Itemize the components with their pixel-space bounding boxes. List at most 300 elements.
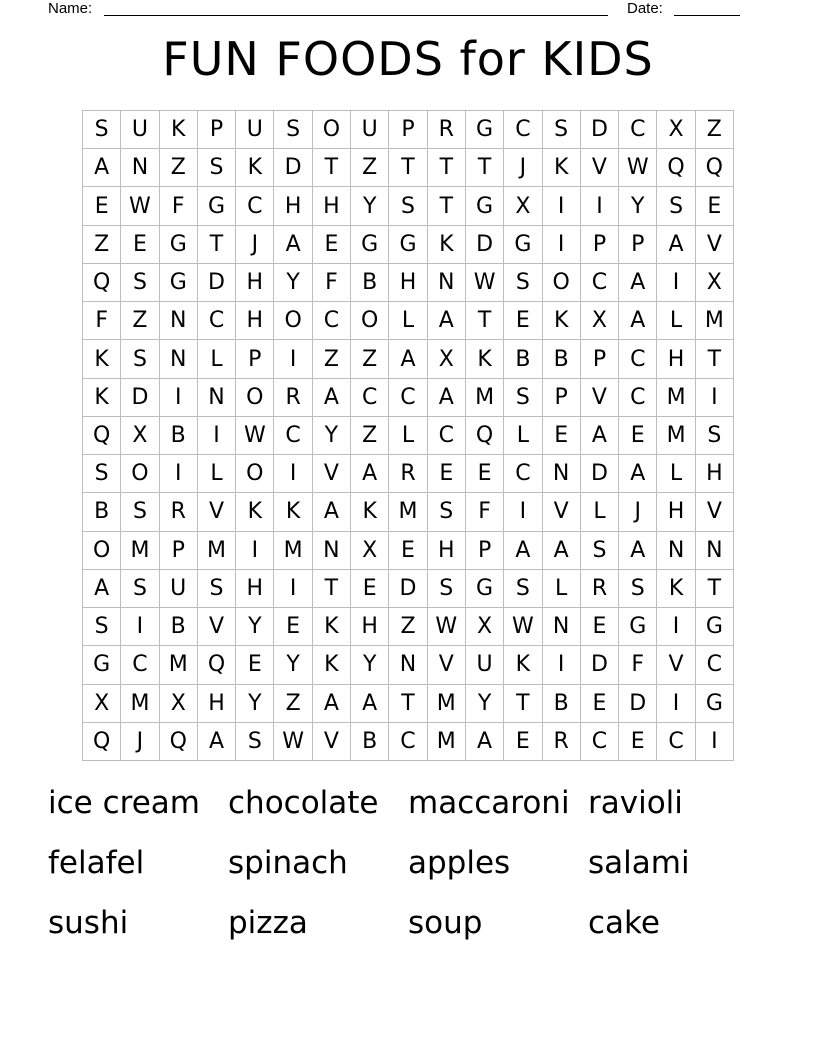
grid-cell: Y	[236, 685, 274, 723]
grid-cell: X	[83, 685, 121, 723]
grid-cell: A	[313, 685, 351, 723]
grid-cell: M	[274, 532, 312, 570]
grid-cell: F	[313, 264, 351, 302]
grid-cell: T	[198, 226, 236, 264]
grid-cell: P	[198, 111, 236, 149]
grid-cell: I	[274, 455, 312, 493]
word-search-grid	[82, 110, 734, 761]
grid-cell: T	[504, 685, 542, 723]
grid-cell: A	[428, 379, 466, 417]
word-bank-item: apples	[408, 845, 511, 881]
grid-cell: A	[466, 723, 504, 761]
grid-cell: H	[274, 187, 312, 225]
grid-cell: N	[389, 646, 427, 684]
grid-cell: N	[313, 532, 351, 570]
grid-cell: H	[351, 608, 389, 646]
grid-cell: E	[83, 187, 121, 225]
grid-cell: H	[198, 685, 236, 723]
grid-cell: P	[543, 379, 581, 417]
word-bank-item: spinach	[228, 845, 348, 881]
grid-cell: S	[543, 111, 581, 149]
grid-cell: T	[696, 570, 734, 608]
grid-cell: F	[160, 187, 198, 225]
grid-cell: A	[83, 149, 121, 187]
grid-cell: G	[504, 226, 542, 264]
grid-cell: V	[696, 493, 734, 531]
grid-cell: C	[274, 417, 312, 455]
grid-cell: D	[198, 264, 236, 302]
grid-cell: L	[657, 455, 695, 493]
grid-cell: R	[428, 111, 466, 149]
grid-cell: E	[121, 226, 159, 264]
grid-cell: Z	[389, 608, 427, 646]
grid-cell: O	[236, 379, 274, 417]
grid-cell: M	[428, 723, 466, 761]
grid-cell: Y	[236, 608, 274, 646]
grid-cell: Q	[83, 417, 121, 455]
grid-cell: G	[466, 111, 504, 149]
grid-cell: M	[657, 417, 695, 455]
grid-cell: C	[657, 723, 695, 761]
grid-cell: Z	[121, 302, 159, 340]
grid-cell: S	[619, 570, 657, 608]
grid-cell: T	[313, 149, 351, 187]
grid-cell: X	[160, 685, 198, 723]
grid-cell: G	[389, 226, 427, 264]
grid-cell: X	[581, 302, 619, 340]
grid-cell: N	[657, 532, 695, 570]
grid-cell: N	[160, 302, 198, 340]
grid-cell: C	[121, 646, 159, 684]
grid-cell: C	[236, 187, 274, 225]
grid-cell: J	[236, 226, 274, 264]
grid-cell: H	[389, 264, 427, 302]
grid-cell: Q	[83, 723, 121, 761]
grid-cell: S	[428, 570, 466, 608]
grid-cell: A	[619, 532, 657, 570]
grid-cell: S	[696, 417, 734, 455]
grid-cell: M	[198, 532, 236, 570]
grid-cell: H	[657, 493, 695, 531]
grid-cell: O	[543, 264, 581, 302]
grid-cell: A	[389, 340, 427, 378]
grid-cell: S	[274, 111, 312, 149]
grid-cell: E	[619, 723, 657, 761]
grid-cell: E	[466, 455, 504, 493]
grid-cell: T	[428, 149, 466, 187]
grid-cell: E	[389, 532, 427, 570]
grid-cell: J	[121, 723, 159, 761]
grid-cell: D	[121, 379, 159, 417]
grid-cell: V	[657, 646, 695, 684]
grid-cell: B	[83, 493, 121, 531]
grid-cell: Y	[274, 646, 312, 684]
grid-cell: X	[504, 187, 542, 225]
name-label: Name:	[48, 0, 93, 17]
grid-cell: S	[121, 264, 159, 302]
grid-cell: G	[351, 226, 389, 264]
grid-cell: E	[504, 302, 542, 340]
word-bank-item: ice cream	[48, 785, 200, 821]
grid-cell: X	[121, 417, 159, 455]
grid-cell: D	[581, 455, 619, 493]
grid-cell: S	[504, 379, 542, 417]
grid-cell: X	[696, 264, 734, 302]
grid-cell: D	[466, 226, 504, 264]
grid-cell: E	[581, 608, 619, 646]
grid-cell: I	[696, 723, 734, 761]
grid-cell: M	[428, 685, 466, 723]
grid-cell: K	[313, 646, 351, 684]
grid-cell: T	[313, 570, 351, 608]
grid-cell: P	[581, 226, 619, 264]
grid-cell: E	[543, 417, 581, 455]
grid-cell: Q	[198, 646, 236, 684]
grid-cell: Y	[619, 187, 657, 225]
grid-cell: Q	[657, 149, 695, 187]
grid-cell: A	[198, 723, 236, 761]
grid-cell: I	[657, 264, 695, 302]
grid-cell: R	[274, 379, 312, 417]
grid-cell: V	[313, 723, 351, 761]
grid-cell: I	[581, 187, 619, 225]
grid-cell: K	[83, 340, 121, 378]
grid-cell: L	[581, 493, 619, 531]
grid-cell: Q	[83, 264, 121, 302]
grid-cell: G	[696, 608, 734, 646]
grid-cell: S	[198, 149, 236, 187]
grid-cell: R	[581, 570, 619, 608]
grid-cell: P	[236, 340, 274, 378]
grid-cell: W	[236, 417, 274, 455]
grid-cell: Z	[351, 417, 389, 455]
grid-cell: C	[351, 379, 389, 417]
grid-cell: V	[696, 226, 734, 264]
grid-cell: L	[543, 570, 581, 608]
grid-cell: M	[696, 302, 734, 340]
grid-cell: C	[696, 646, 734, 684]
grid-cell: N	[198, 379, 236, 417]
grid-cell: T	[466, 302, 504, 340]
grid-cell: T	[466, 149, 504, 187]
grid-cell: A	[543, 532, 581, 570]
grid-cell: K	[160, 111, 198, 149]
grid-cell: A	[619, 302, 657, 340]
page-title: FUN FOODS for KIDS	[162, 32, 654, 86]
grid-cell: O	[236, 455, 274, 493]
grid-cell: X	[428, 340, 466, 378]
word-bank-item: salami	[588, 845, 690, 881]
grid-cell: E	[351, 570, 389, 608]
grid-cell: C	[504, 455, 542, 493]
grid-cell: I	[543, 646, 581, 684]
grid-cell: O	[274, 302, 312, 340]
grid-cell: C	[581, 723, 619, 761]
grid-cell: A	[351, 455, 389, 493]
grid-cell: G	[466, 570, 504, 608]
word-bank-item: felafel	[48, 845, 145, 881]
grid-cell: S	[83, 455, 121, 493]
grid-cell: S	[657, 187, 695, 225]
grid-cell: Z	[351, 149, 389, 187]
grid-cell: I	[543, 187, 581, 225]
grid-cell: D	[581, 111, 619, 149]
grid-cell: K	[236, 493, 274, 531]
grid-cell: V	[543, 493, 581, 531]
grid-cell: S	[504, 570, 542, 608]
grid-cell: N	[696, 532, 734, 570]
grid-cell: B	[351, 723, 389, 761]
grid-cell: P	[581, 340, 619, 378]
grid-cell: S	[121, 493, 159, 531]
grid-cell: D	[619, 685, 657, 723]
grid-cell: G	[160, 226, 198, 264]
grid-cell: O	[313, 111, 351, 149]
grid-cell: Y	[351, 646, 389, 684]
grid-cell: R	[160, 493, 198, 531]
grid-cell: W	[274, 723, 312, 761]
grid-cell: T	[428, 187, 466, 225]
grid-cell: E	[274, 608, 312, 646]
grid-cell: I	[160, 379, 198, 417]
word-bank-item: ravioli	[588, 785, 683, 821]
grid-cell: F	[466, 493, 504, 531]
grid-cell: I	[504, 493, 542, 531]
grid-cell: K	[236, 149, 274, 187]
grid-cell: A	[657, 226, 695, 264]
name-blank-line	[104, 15, 608, 16]
grid-cell: M	[466, 379, 504, 417]
grid-cell: Z	[351, 340, 389, 378]
grid-cell: Y	[313, 417, 351, 455]
grid-cell: J	[619, 493, 657, 531]
grid-cell: V	[428, 646, 466, 684]
grid-cell: G	[83, 646, 121, 684]
grid-cell: C	[389, 723, 427, 761]
grid-cell: C	[313, 302, 351, 340]
grid-cell: L	[198, 340, 236, 378]
grid-cell: A	[351, 685, 389, 723]
grid-cell: Z	[696, 111, 734, 149]
grid-cell: K	[657, 570, 695, 608]
grid-cell: A	[619, 264, 657, 302]
grid-cell: H	[236, 570, 274, 608]
grid-cell: X	[466, 608, 504, 646]
grid-cell: X	[657, 111, 695, 149]
grid-cell: B	[160, 417, 198, 455]
grid-cell: S	[389, 187, 427, 225]
grid-cell: D	[581, 646, 619, 684]
grid-cell: S	[428, 493, 466, 531]
grid-cell: T	[389, 685, 427, 723]
grid-cell: B	[160, 608, 198, 646]
grid-cell: W	[121, 187, 159, 225]
grid-cell: A	[83, 570, 121, 608]
date-label: Date:	[627, 0, 663, 17]
grid-cell: X	[351, 532, 389, 570]
grid-cell: S	[504, 264, 542, 302]
grid-cell: K	[504, 646, 542, 684]
grid-cell: E	[696, 187, 734, 225]
grid-cell: Q	[466, 417, 504, 455]
grid-cell: H	[313, 187, 351, 225]
grid-cell: P	[466, 532, 504, 570]
grid-cell: G	[619, 608, 657, 646]
grid-cell: C	[504, 111, 542, 149]
grid-cell: K	[428, 226, 466, 264]
grid-cell: G	[696, 685, 734, 723]
grid-cell: A	[619, 455, 657, 493]
grid-cell: M	[121, 685, 159, 723]
grid-cell: D	[274, 149, 312, 187]
grid-cell: I	[121, 608, 159, 646]
grid-cell: V	[198, 493, 236, 531]
grid-cell: C	[428, 417, 466, 455]
grid-cell: Y	[274, 264, 312, 302]
grid-cell: N	[543, 455, 581, 493]
grid-cell: M	[657, 379, 695, 417]
grid-cell: N	[543, 608, 581, 646]
grid-cell: V	[581, 379, 619, 417]
grid-cell: C	[198, 302, 236, 340]
grid-cell: P	[389, 111, 427, 149]
grid-cell: I	[160, 455, 198, 493]
grid-cell: W	[504, 608, 542, 646]
grid-cell: C	[619, 111, 657, 149]
grid-cell: L	[389, 417, 427, 455]
word-bank-item: sushi	[48, 905, 129, 941]
grid-cell: K	[351, 493, 389, 531]
grid-cell: H	[236, 302, 274, 340]
grid-cell: I	[657, 608, 695, 646]
word-bank-item: maccaroni	[408, 785, 570, 821]
grid-cell: O	[83, 532, 121, 570]
grid-cell: U	[160, 570, 198, 608]
grid-cell: O	[121, 455, 159, 493]
grid-cell: L	[389, 302, 427, 340]
grid-cell: B	[504, 340, 542, 378]
grid-cell: G	[198, 187, 236, 225]
grid-cell: H	[696, 455, 734, 493]
grid-cell: E	[619, 417, 657, 455]
grid-cell: B	[543, 340, 581, 378]
grid-cell: Y	[466, 685, 504, 723]
grid-cell: V	[198, 608, 236, 646]
grid-cell: Z	[274, 685, 312, 723]
grid-cell: H	[236, 264, 274, 302]
grid-cell: C	[389, 379, 427, 417]
grid-cell: A	[313, 493, 351, 531]
grid-cell: Y	[351, 187, 389, 225]
grid-cell: A	[313, 379, 351, 417]
word-bank-item: soup	[408, 905, 483, 941]
grid-cell: A	[504, 532, 542, 570]
word-bank	[48, 780, 768, 960]
grid-cell: W	[466, 264, 504, 302]
grid-cell: M	[121, 532, 159, 570]
grid-cell: L	[198, 455, 236, 493]
grid-cell: S	[581, 532, 619, 570]
grid-cell: R	[543, 723, 581, 761]
grid-cell: L	[657, 302, 695, 340]
grid-cell: S	[83, 608, 121, 646]
grid-cell: C	[619, 340, 657, 378]
grid-cell: E	[313, 226, 351, 264]
grid-cell: S	[236, 723, 274, 761]
grid-cell: M	[160, 646, 198, 684]
grid-cell: I	[198, 417, 236, 455]
grid-cell: S	[83, 111, 121, 149]
grid-cell: P	[619, 226, 657, 264]
grid-cell: S	[121, 570, 159, 608]
grid-cell: U	[351, 111, 389, 149]
grid-cell: C	[619, 379, 657, 417]
grid-cell: E	[581, 685, 619, 723]
grid-cell: K	[543, 149, 581, 187]
grid-cell: A	[274, 226, 312, 264]
grid-cell: F	[83, 302, 121, 340]
grid-cell: K	[83, 379, 121, 417]
grid-cell: F	[619, 646, 657, 684]
grid-cell: G	[466, 187, 504, 225]
grid-cell: R	[389, 455, 427, 493]
grid-cell: N	[121, 149, 159, 187]
grid-cell: Z	[83, 226, 121, 264]
grid-cell: M	[389, 493, 427, 531]
grid-cell: E	[428, 455, 466, 493]
grid-cell: G	[160, 264, 198, 302]
grid-cell: H	[428, 532, 466, 570]
header	[0, 0, 816, 20]
grid-cell: A	[581, 417, 619, 455]
word-bank-item: chocolate	[228, 785, 379, 821]
grid-cell: B	[351, 264, 389, 302]
grid-cell: N	[160, 340, 198, 378]
grid-cell: S	[121, 340, 159, 378]
date-blank-line	[674, 15, 740, 16]
grid-cell: K	[543, 302, 581, 340]
grid-cell: U	[466, 646, 504, 684]
grid-cell: O	[351, 302, 389, 340]
grid-cell: E	[236, 646, 274, 684]
grid-cell: L	[504, 417, 542, 455]
word-bank-item: pizza	[228, 905, 308, 941]
grid-cell: A	[428, 302, 466, 340]
grid-cell: U	[121, 111, 159, 149]
grid-cell: T	[696, 340, 734, 378]
grid-cell: Z	[313, 340, 351, 378]
grid-cell: D	[389, 570, 427, 608]
grid-cell: U	[236, 111, 274, 149]
grid-cell: N	[428, 264, 466, 302]
grid-cell: I	[236, 532, 274, 570]
grid-cell: V	[313, 455, 351, 493]
word-bank-item: cake	[588, 905, 660, 941]
grid-cell: K	[274, 493, 312, 531]
grid-cell: J	[504, 149, 542, 187]
grid-cell: I	[543, 226, 581, 264]
grid-cell: S	[198, 570, 236, 608]
grid-cell: B	[543, 685, 581, 723]
grid-cell: K	[466, 340, 504, 378]
grid-cell: I	[657, 685, 695, 723]
grid-cell: C	[581, 264, 619, 302]
grid-cell: K	[313, 608, 351, 646]
grid-cell: P	[160, 532, 198, 570]
grid-cell: W	[619, 149, 657, 187]
grid-cell: V	[581, 149, 619, 187]
grid-cell: E	[504, 723, 542, 761]
